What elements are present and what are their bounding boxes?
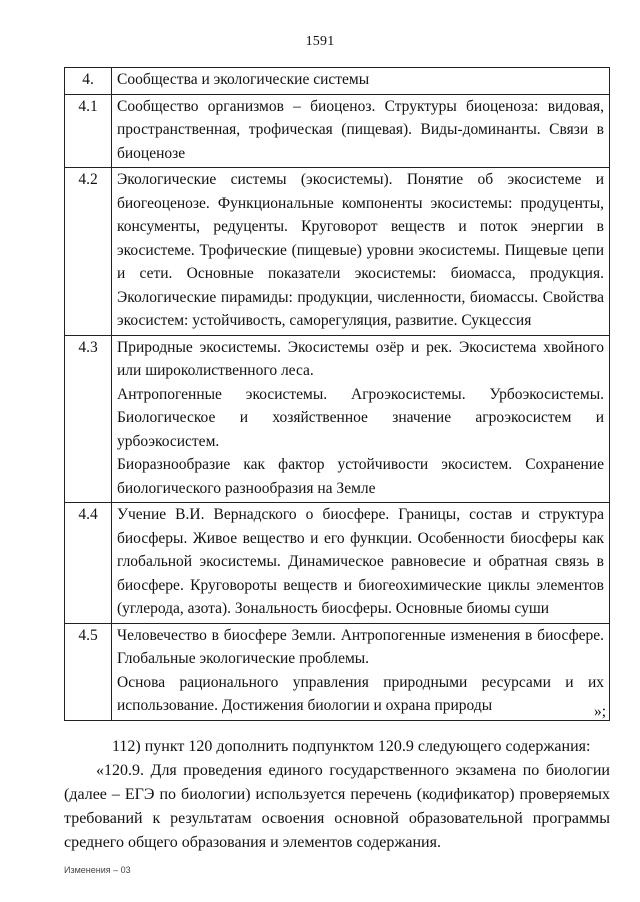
row-number: 4.5 — [65, 623, 112, 720]
row-content — [112, 503, 610, 624]
row-number: 4.3 — [65, 335, 112, 503]
table-row — [65, 68, 610, 95]
table-row — [65, 94, 610, 168]
row-content — [112, 68, 610, 95]
row-paragraph: Учение В.И. Вернадского о биосфере. Границы, состав и структура биосферы. Живое вещество и его функции. Особенности биосферы как глобальной экосистемы. Динамическое равновесие и обратная связь в биосфере. Круговороты веществ и биогеохимические циклы элементов (углерода, азота). Зональность биосферы. Основные биомы суши — [117, 506, 604, 617]
row-number: 4.2 — [65, 168, 112, 336]
table-row — [65, 168, 610, 336]
page-footer: Изменения – 03 — [64, 865, 131, 875]
row-content — [112, 335, 610, 503]
row-paragraph: Сообщество организмов – биоценоз. Структуры биоценоза: видовая, пространственная, трофическая (пищевая). Виды-доминанты. Связи в биоценозе — [117, 97, 604, 162]
row-paragraph: Основа рационального управления природными ресурсами и их использование. Достижения биологии и охрана природы — [117, 673, 604, 714]
row-paragraph: Человечество в биосфере Земли. Антропогенные изменения в биосфере. Глобальные экологические проблемы. — [117, 626, 604, 667]
page-number: 1591 — [305, 34, 335, 49]
amendment-intro: 112) пункт 120 дополнить подпунктом 120.9 следующего содержания: — [112, 738, 591, 755]
row-content — [112, 168, 610, 336]
row-number: 4. — [65, 68, 112, 95]
table-row — [65, 503, 610, 624]
row-content — [112, 94, 610, 168]
table-row — [65, 335, 610, 503]
row-paragraph: Экологические системы (экосистемы). Понятие об экосистеме и биогеоценозе. Функциональные компоненты экосистемы: продуценты, консументы, редуценты. Круговорот веществ и поток энергии в экосистеме. Трофические (пищевые) уровни экосистемы. Пищевые цепи и сети. Основные показатели экосистемы: биомасса, продукция. Экологические пирамиды: продукции, численности, биомассы. Свойства экосистем: устойчивость, саморегуляция, развитие. Сукцессия — [117, 171, 604, 329]
row-paragraph: Сообщества и экологические системы — [117, 71, 370, 88]
amendment-text: «120.9. Для проведения единого государственного экзамена по биологии (далее – ЕГЭ по биологии) используется перечень (кодификатор) проверяемых требований к результатам освоения основной образовательной программы среднего общего образования и элементов содержания. — [64, 762, 610, 851]
closing-quote-mark: »; — [593, 703, 606, 720]
table-row — [65, 623, 610, 720]
content-table-body — [65, 68, 610, 721]
row-paragraph: Антропогенные экосистемы. Агроэкосистемы. Урбоэкосистемы. Биологическое и хозяйственное значение агроэкосистем и урбоэкосистем. — [117, 385, 604, 450]
row-paragraph: Природные экосистемы. Экосистемы озёр и рек. Экосистема хвойного или широколиственного леса. — [117, 338, 604, 379]
row-number: 4.1 — [65, 94, 112, 168]
content-table — [64, 67, 610, 721]
row-number: 4.4 — [65, 503, 112, 624]
row-paragraph: Биоразнообразие как фактор устойчивости экосистем. Сохранение биологического разнообразия на Земле — [117, 456, 604, 497]
row-content — [112, 623, 610, 720]
